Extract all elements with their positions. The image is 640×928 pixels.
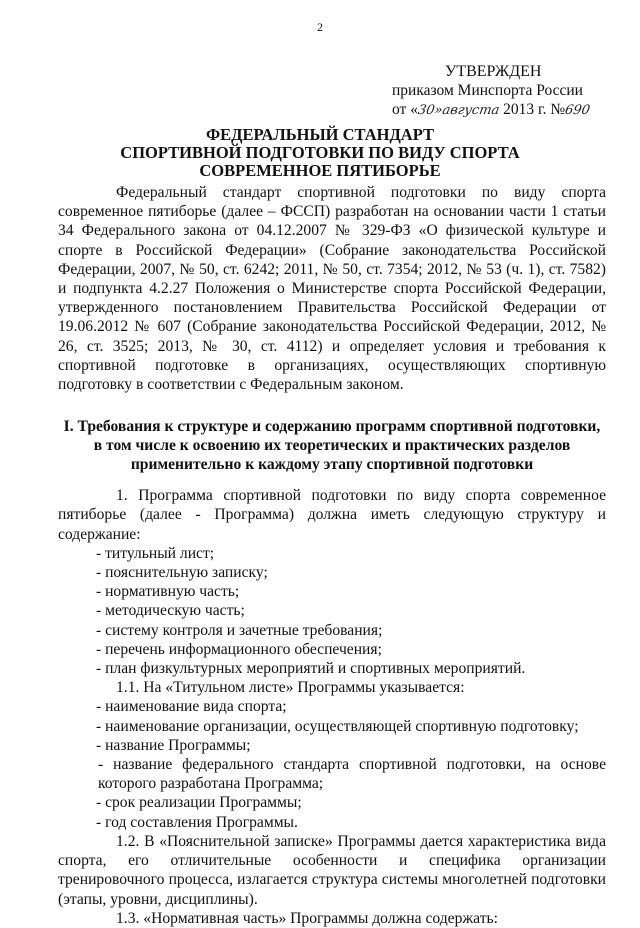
document-title	[0, 126, 640, 180]
list-item: - срок реализации Программы;	[96, 794, 302, 812]
intro-paragraph: Федеральный стандарт спортивной подготовки по виду спорта современное пятиборье (далее – ФССП) разработан на основании части 1 статьи 34 Федерального закона от 04.12.2007 № 329-ФЗ «О физической культуре и спорте в Российской Федерации» (Собрание законодательства Российской Федерации, 2007, № 50, ст. 6242; 2011, № 50, ст. 7354; 2012, № 53 (ч. 1), ст. 7582) и подпункта 4.2.27 Положения о Министерстве спорта Российской Федерации, утвержденного постановлением Правительства Российской Федерации от 19.06.2012 № 607 (Собрание законодательства Российской Федерации, 2012, № 26, ст. 3525; 2013, № 30, ст. 4112) и определяет условия и требования к спортивной подготовке в организациях, осуществляющих спортивную подготовку в соответствии с Федеральным законом.	[58, 184, 606, 394]
list-item: - перечень информационного обеспечения;	[96, 640, 382, 658]
approval-date-mid: 2013 г. №	[499, 101, 566, 118]
page-number: 2	[317, 20, 323, 34]
document-body	[58, 183, 606, 928]
list-item: - методическую часть;	[96, 602, 245, 620]
list-item: - наименование организации, осуществляющей спортивную подготовку;	[96, 717, 579, 735]
approval-line-2: приказом Минспорта России	[392, 82, 583, 99]
list-item: - нормативную часть;	[96, 583, 240, 601]
list-item: - систему контроля и зачетные требования;	[96, 621, 383, 639]
list-item: - наименование вида спорта;	[96, 698, 287, 716]
list-item: - год составления Программы.	[96, 813, 298, 831]
list-item: - пояснительную записку;	[96, 564, 268, 582]
approval-date-prefix: от «	[392, 101, 418, 118]
section-1-heading-line-3: применительно к каждому этапу спортивной подготовки	[130, 456, 534, 474]
approval-line-3	[392, 100, 590, 120]
approval-block	[392, 62, 590, 120]
title-line-1: ФЕДЕРАЛЬНЫЙ СТАНДАРТ	[205, 125, 435, 144]
paragraph-1-3: 1.3. «Нормативная часть» Программы должна содержать:	[116, 909, 498, 927]
title-line-2: СПОРТИВНОЙ ПОДГОТОВКИ ПО ВИДУ СПОРТА	[120, 143, 520, 162]
paragraph-1: 1. Программа спортивной подготовки по виду спорта современное пятиборье (далее - Программа) должна иметь следующую структуру и содержание:	[58, 487, 606, 543]
section-1-heading-line-1: I. Требования к структуре и содержанию программ спортивной подготовки,	[63, 418, 601, 436]
list-item: - название Программы;	[96, 736, 251, 754]
list-item: - название федерального стандарта спортивной подготовки, на основе которого разработана Программа;	[98, 756, 606, 793]
handwritten-date: 30»августа	[416, 103, 501, 118]
title-line-3: СОВРЕМЕННОЕ ПЯТИБОРЬЕ	[199, 161, 441, 180]
section-1-heading	[58, 417, 606, 474]
handwritten-order-number: 690	[563, 103, 592, 118]
list-item: - план физкультурных мероприятий и спортивных мероприятий.	[96, 660, 526, 678]
section-1-heading-line-2: в том числе к освоению их теоретических и практических разделов	[93, 437, 571, 455]
list-item: - титульный лист;	[96, 544, 215, 562]
paragraph-1-1: 1.1. На «Титульном листе» Программы указывается:	[116, 679, 465, 697]
approval-line-1: УТВЕРЖДЕН	[445, 63, 542, 80]
paragraph-1-2: 1.2. В «Пояснительной записке» Программы дается характеристика вида спорта, его отличительные особенности и специфика организации тренировочного процесса, излагается структура системы многолетней подготовки (этапы, уровни, дисциплины).	[58, 832, 606, 908]
